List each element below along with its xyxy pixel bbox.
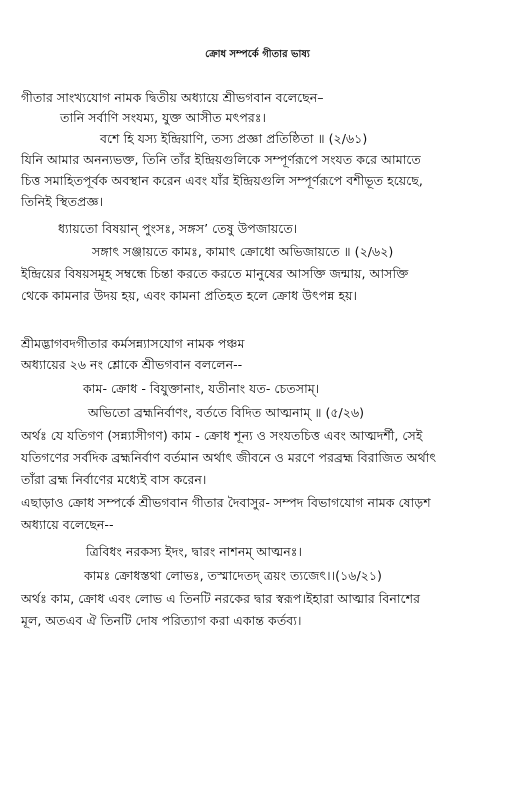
section2-explanation-line3: তাঁরা ব্রহ্ম নির্বাণের মধ্যেই বাস করেন। — [21, 472, 207, 487]
section1-verse-line1: তানি সর্বাণি সংযম্য, যুক্ত আসীত মৎপরঃ। — [60, 110, 267, 125]
section2-explanation-line1: অর্থঃ যে যতিগণ (সন্ন্যাসীগণ) কাম - ক্রোধ শূন্য ও সংযতচিত্ত এবং আত্মদর্শী, সেই — [21, 428, 423, 443]
section2-explanation-line2: যতিগণের সর্বদিক ব্রহ্মনির্বাণ বর্তমান অর্থাৎ জীবনে ও মরণে পরব্রহ্ম বিরাজিত অর্থাৎ — [21, 450, 437, 465]
section1-explanation-line3: তিনিই স্থিতপ্রজ্ঞ। — [21, 194, 104, 209]
section1-verse2-line1: ধ্যায়তো বিষয়ান্ পুংসঃ, সঙ্গস’ তেষু উপজায়তে। — [58, 221, 298, 236]
section1-explanation2-line2: থেকে কামনার উদয় হয়, এবং কামনা প্রতিহত হলে ক্রোধ উৎপন্ন হয়। — [21, 288, 357, 303]
section3-explanation-line2: মূল, অতএব ঐ তিনটি দোষ পরিত্যাগ করা একান্ত কর্তব্য। — [21, 613, 302, 628]
section1-verse2-line2: সঙ্গাৎ সঞ্জায়তে কামঃ, কামাৎ ক্রোধো অভিজায়তে ॥ (২/৬২) — [92, 244, 394, 259]
page-title: ক্রোধ সম্পর্কে গীতার ভাষ্য — [205, 49, 310, 60]
section1-explanation-line1: যিনি আমার অনন্যভক্ত, তিনি তাঁর ইন্দ্রিয়গুলিকে সম্পূর্ণরূপে সংযত করে আমাতে — [21, 152, 421, 167]
section1-explanation-line2: চিত্ত সমাহিতপূর্বক অবস্থান করেন এবং যাঁর ইন্দ্রিয়গুলি সম্পূর্ণরূপে বশীভূত হয়েছে, — [21, 173, 423, 188]
section3-intro-line2: অধ্যায়ে বলেছেন-- — [21, 517, 114, 532]
section3-intro-line1: এছাড়াও ক্রোধ সম্পর্কে শ্রীভগবান গীতার দৈবাসুর- সম্পদ বিভাগযোগ নামক ষোড়শ — [21, 495, 431, 510]
section3-verse-line1: ত্রিবিধং নরকস্য ইদং, দ্বারং নাশনম্ আত্মনঃ। — [86, 544, 302, 559]
section2-intro-line2: অধ্যায়ের ২৬ নং শ্লোকে শ্রীভগবান বললেন-- — [21, 357, 243, 372]
section3-explanation-line1: অর্থঃ কাম, ক্রোধ এবং লোভ এ তিনটি নরকের দ্বার স্বরূপ।ইহারা আত্মার বিনাশের — [21, 591, 420, 606]
section1-explanation2-line1: ইন্দ্রিয়ের বিষয়সমূহ সম্বন্ধে চিন্তা করতে করতে মানুষের আসক্তি জন্মায়, আসক্তি — [21, 266, 409, 281]
section2-verse-line1: কাম- ক্রোধ - বিযুক্তানাং, যতীনাং যত- চেতসাম্। — [83, 381, 320, 396]
section3-verse-line2: কামঃ ক্রোধস্তথা লোভঃ, তস্মাদেতদ্ ত্রয়ং ত্যজেৎ।।(১৬/২১) — [84, 568, 382, 583]
section2-intro-line1: শ্রীমদ্ভাগবদগীতার কর্মসন্ন্যাসযোগ নামক পঞ্চম — [21, 336, 245, 351]
section1-intro: গীতার সাংখ্যযোগ নামক দ্বিতীয় অধ্যায়ে শ্রীভগবান বলেছেন– — [21, 90, 324, 105]
section1-verse-line2: বশে হি যস্য ইন্দ্রিয়াণি, তস্য প্রজ্ঞা প্রতিষ্ঠিতা ॥ (২/৬১) — [100, 131, 368, 146]
section2-verse-line2: অভিতো ব্রহ্মনির্বাণং, বর্ততে বিদিত আত্মনাম্ ॥ (৫/২৬) — [88, 405, 365, 420]
